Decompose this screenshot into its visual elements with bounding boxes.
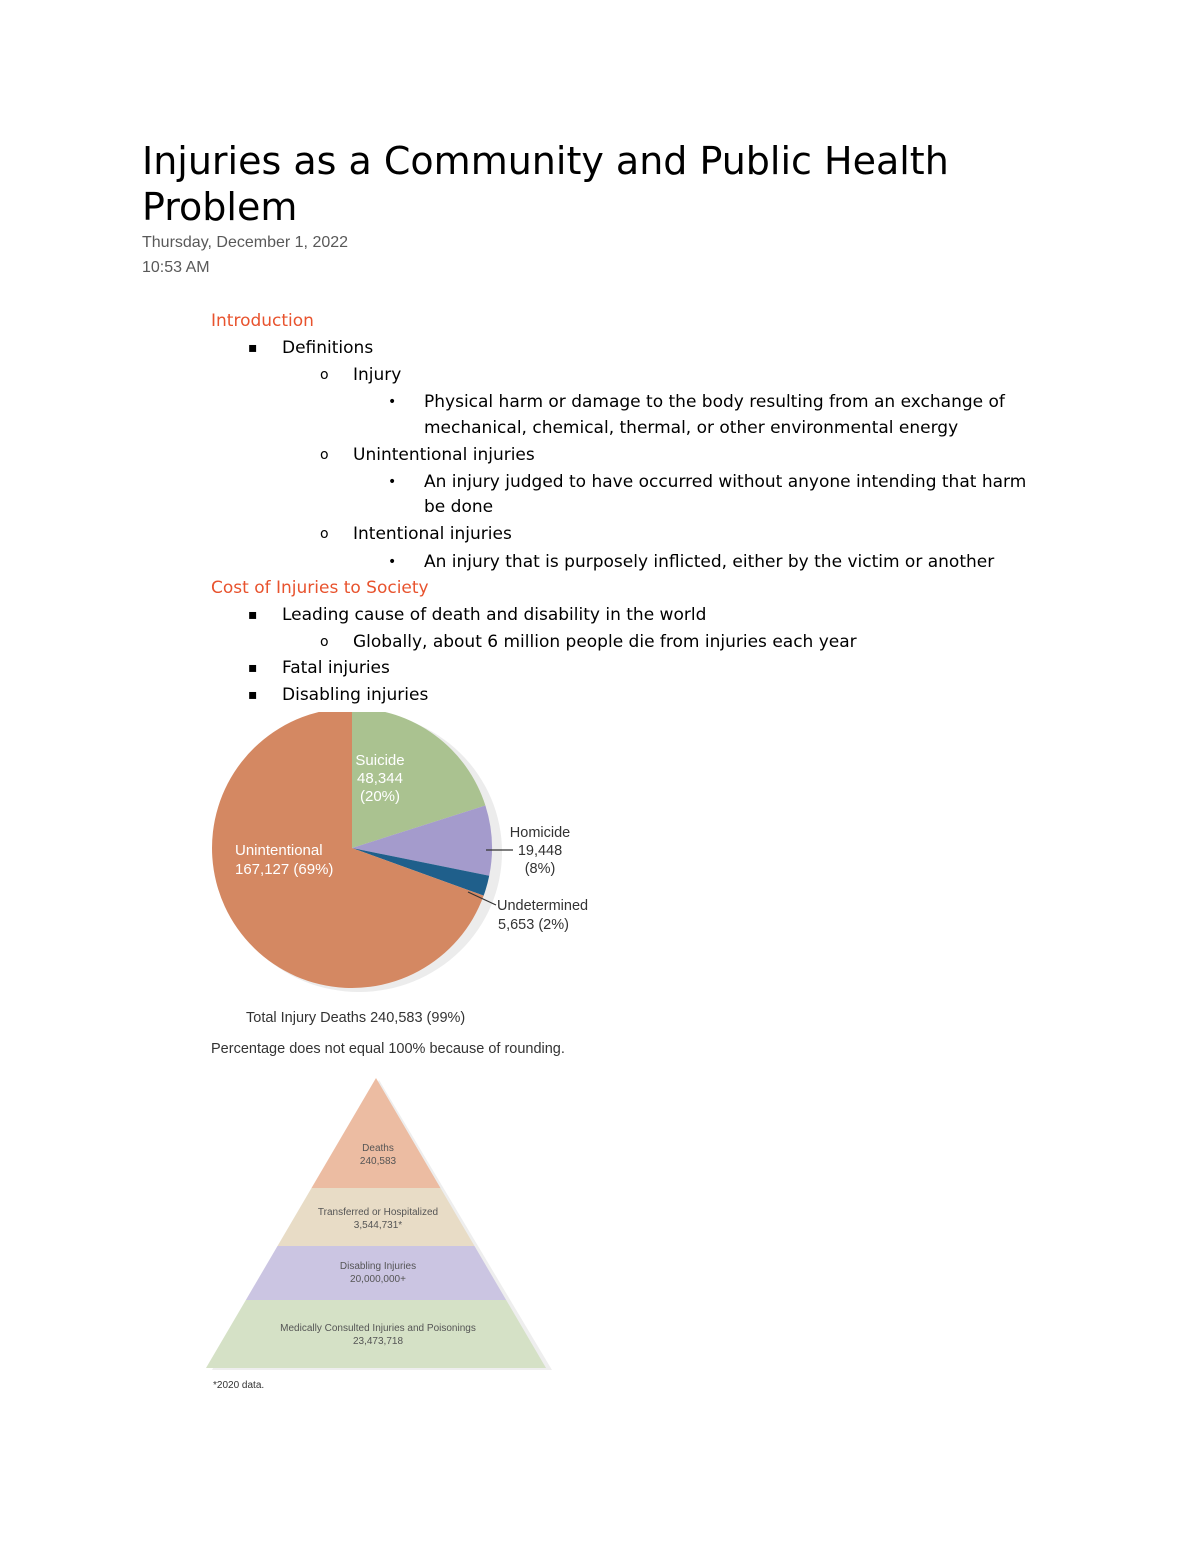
list-item-globally: Globally, about 6 million people die from injuries each year (353, 632, 857, 652)
list-item-disabling-injuries: Disabling injuries (282, 685, 429, 705)
unintentional-definition-line-1: An injury judged to have occurred without anyone intending that harm (424, 472, 1027, 492)
pyramid-medically-consulted-value: 23,473,718 (352, 1336, 404, 1347)
square-bullet: ▪ (248, 607, 258, 623)
pyramid-level-4 (206, 1300, 546, 1368)
square-bullet: ▪ (248, 687, 258, 703)
pyramid-disabling-label: Disabling Injuries (339, 1261, 417, 1272)
list-item-intentional-injuries: Intentional injuries (353, 524, 512, 544)
homicide-value: 19,448 (517, 843, 563, 859)
suicide-label: Suicide (355, 752, 405, 769)
page-title: Injuries as a Community and Public Health Problem (142, 139, 949, 229)
suicide-value: 48,344 (357, 770, 403, 787)
injury-definition-line-2: mechanical, chemical, thermal, or other environmental energy (424, 418, 959, 438)
square-bullet: ▪ (248, 340, 258, 356)
list-item-leading-cause: Leading cause of death and disability in the world (282, 605, 707, 625)
section-heading-cost: Cost of Injuries to Society (211, 578, 429, 598)
pyramid-disabling-value: 20,000,000+ (350, 1274, 406, 1285)
circle-bullet: o (320, 526, 329, 542)
unintentional-value: 167,127 (69%) (235, 861, 334, 878)
injury-definition-line-1: Physical harm or damage to the body resulting from an exchange of (424, 392, 1005, 412)
square-bullet: ▪ (248, 660, 258, 676)
pyramid-hospitalized-label: Transferred or Hospitalized (317, 1207, 439, 1218)
unintentional-label: Unintentional (235, 842, 323, 859)
dot-bullet: • (388, 554, 397, 570)
pyramid-hospitalized-value: 3,544,731* (353, 1220, 403, 1231)
unintentional-definition-line-2: be done (424, 497, 494, 517)
homicide-pct: (8%) (524, 861, 556, 877)
homicide-label: Homicide (509, 825, 571, 841)
pie-total-label: Total Injury Deaths 240,583 (99%) (246, 1010, 466, 1026)
undetermined-value: 5,653 (2%) (498, 917, 569, 933)
circle-bullet: o (320, 367, 329, 383)
list-item-unintentional-injuries: Unintentional injuries (353, 445, 535, 465)
injury-pyramid-chart (205, 1078, 565, 1398)
note-time: 10:53 AM (142, 259, 210, 276)
injury-deaths-pie-chart (200, 712, 620, 1062)
pyramid-level-3 (246, 1246, 506, 1300)
pyramid-footnote: *2020 data. (213, 1380, 265, 1391)
note-date: Thursday, December 1, 2022 (142, 234, 349, 251)
circle-bullet: o (320, 447, 329, 463)
pyramid-medically-consulted-label: Medically Consulted Injuries and Poisonings (280, 1323, 476, 1334)
circle-bullet: o (320, 634, 329, 650)
list-item-fatal-injuries: Fatal injuries (282, 658, 390, 678)
section-heading-introduction: Introduction (211, 311, 314, 331)
pie-rounding-note: Percentage does not equal 100% because of rounding. (211, 1041, 565, 1057)
list-item-injury: Injury (353, 365, 402, 385)
suicide-pct: (20%) (359, 788, 401, 805)
undetermined-label: Undetermined (497, 898, 589, 914)
dot-bullet: • (388, 474, 397, 490)
pyramid-deaths-value: 240,583 (359, 1156, 397, 1167)
intentional-definition: An injury that is purposely inflicted, either by the victim or another (424, 552, 995, 572)
dot-bullet: • (388, 394, 397, 410)
list-item-definitions: Definitions (282, 338, 374, 358)
pyramid-level-1 (312, 1078, 441, 1188)
pyramid-deaths-label: Deaths (362, 1143, 394, 1154)
